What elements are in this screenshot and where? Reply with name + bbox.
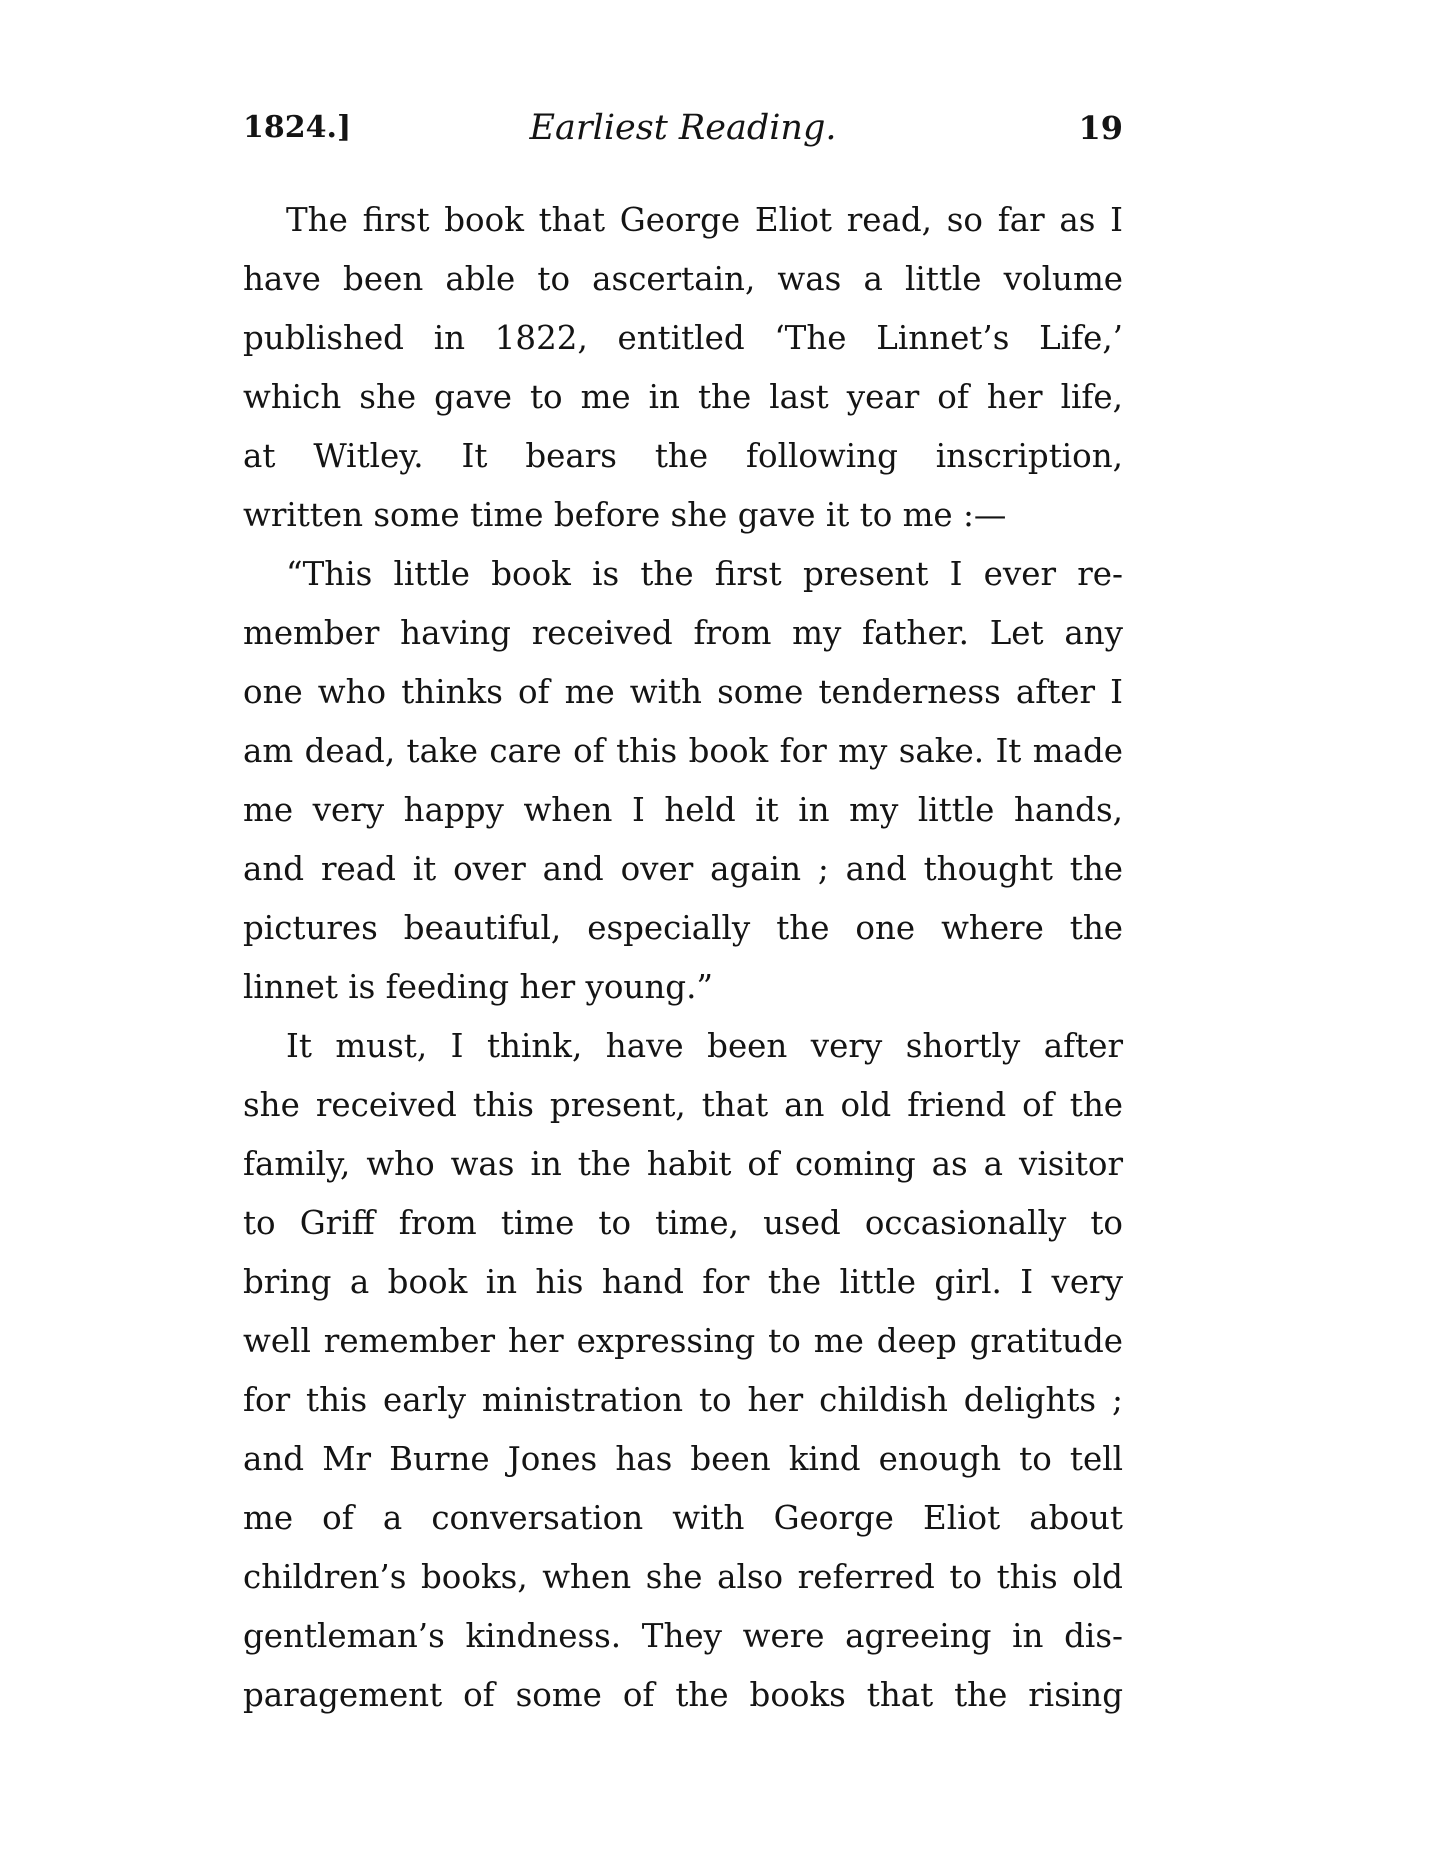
- text-line: written some time before she gave it to me :—: [243, 496, 1007, 534]
- text-line: which she gave to me in the last year of her life,: [243, 378, 1123, 416]
- text-line: me very happy when I held it in my little hands,: [243, 791, 1123, 829]
- text-line: The first book that George Eliot read, so far as I: [286, 201, 1123, 239]
- text-line: linnet is feeding her young.”: [243, 968, 714, 1006]
- text-line: gentleman’s kindness. They were agreeing in dis-: [243, 1617, 1123, 1655]
- text-line: It must, I think, have been very shortly after: [286, 1027, 1123, 1065]
- text-line: at Witley. It bears the following inscription,: [243, 437, 1123, 475]
- text-line: bring a book in his hand for the little girl. I very: [243, 1263, 1123, 1301]
- text-line: and Mr Burne Jones has been kind enough to tell: [243, 1440, 1123, 1478]
- text-line: me of a conversation with George Eliot about: [243, 1499, 1123, 1537]
- text-line: well remember her expressing to me deep gratitude: [243, 1322, 1123, 1360]
- body-text: [243, 191, 1123, 1725]
- running-head-title: Earliest Reading.: [529, 108, 837, 148]
- text-line: to Griff from time to time, used occasionally to: [243, 1204, 1123, 1242]
- text-line: member having received from my father. Let any: [243, 614, 1123, 652]
- text-line: children’s books, when she also referred to this old: [243, 1558, 1123, 1596]
- running-head-year: 1824.]: [243, 110, 352, 145]
- text-line: family, who was in the habit of coming as a visitor: [243, 1145, 1123, 1183]
- book-page: [243, 98, 1123, 1725]
- text-line: one who thinks of me with some tenderness after I: [243, 673, 1123, 711]
- text-line: published in 1822, entitled ‘The Linnet’s Life,’: [243, 319, 1123, 357]
- text-line: have been able to ascertain, was a little volume: [243, 260, 1123, 298]
- text-line: she received this present, that an old friend of the: [243, 1086, 1123, 1124]
- text-line: pictures beautiful, especially the one where the: [243, 909, 1123, 947]
- page-number: 19: [1078, 109, 1123, 147]
- text-line: for this early ministration to her childish delights ;: [243, 1381, 1123, 1419]
- running-head: [243, 98, 1123, 158]
- text-line: “This little book is the first present I ever re-: [286, 555, 1123, 593]
- text-line: and read it over and over again ; and thought the: [243, 850, 1123, 888]
- text-line: paragement of some of the books that the rising: [243, 1676, 1123, 1714]
- text-line: am dead, take care of this book for my sake. It made: [243, 732, 1123, 770]
